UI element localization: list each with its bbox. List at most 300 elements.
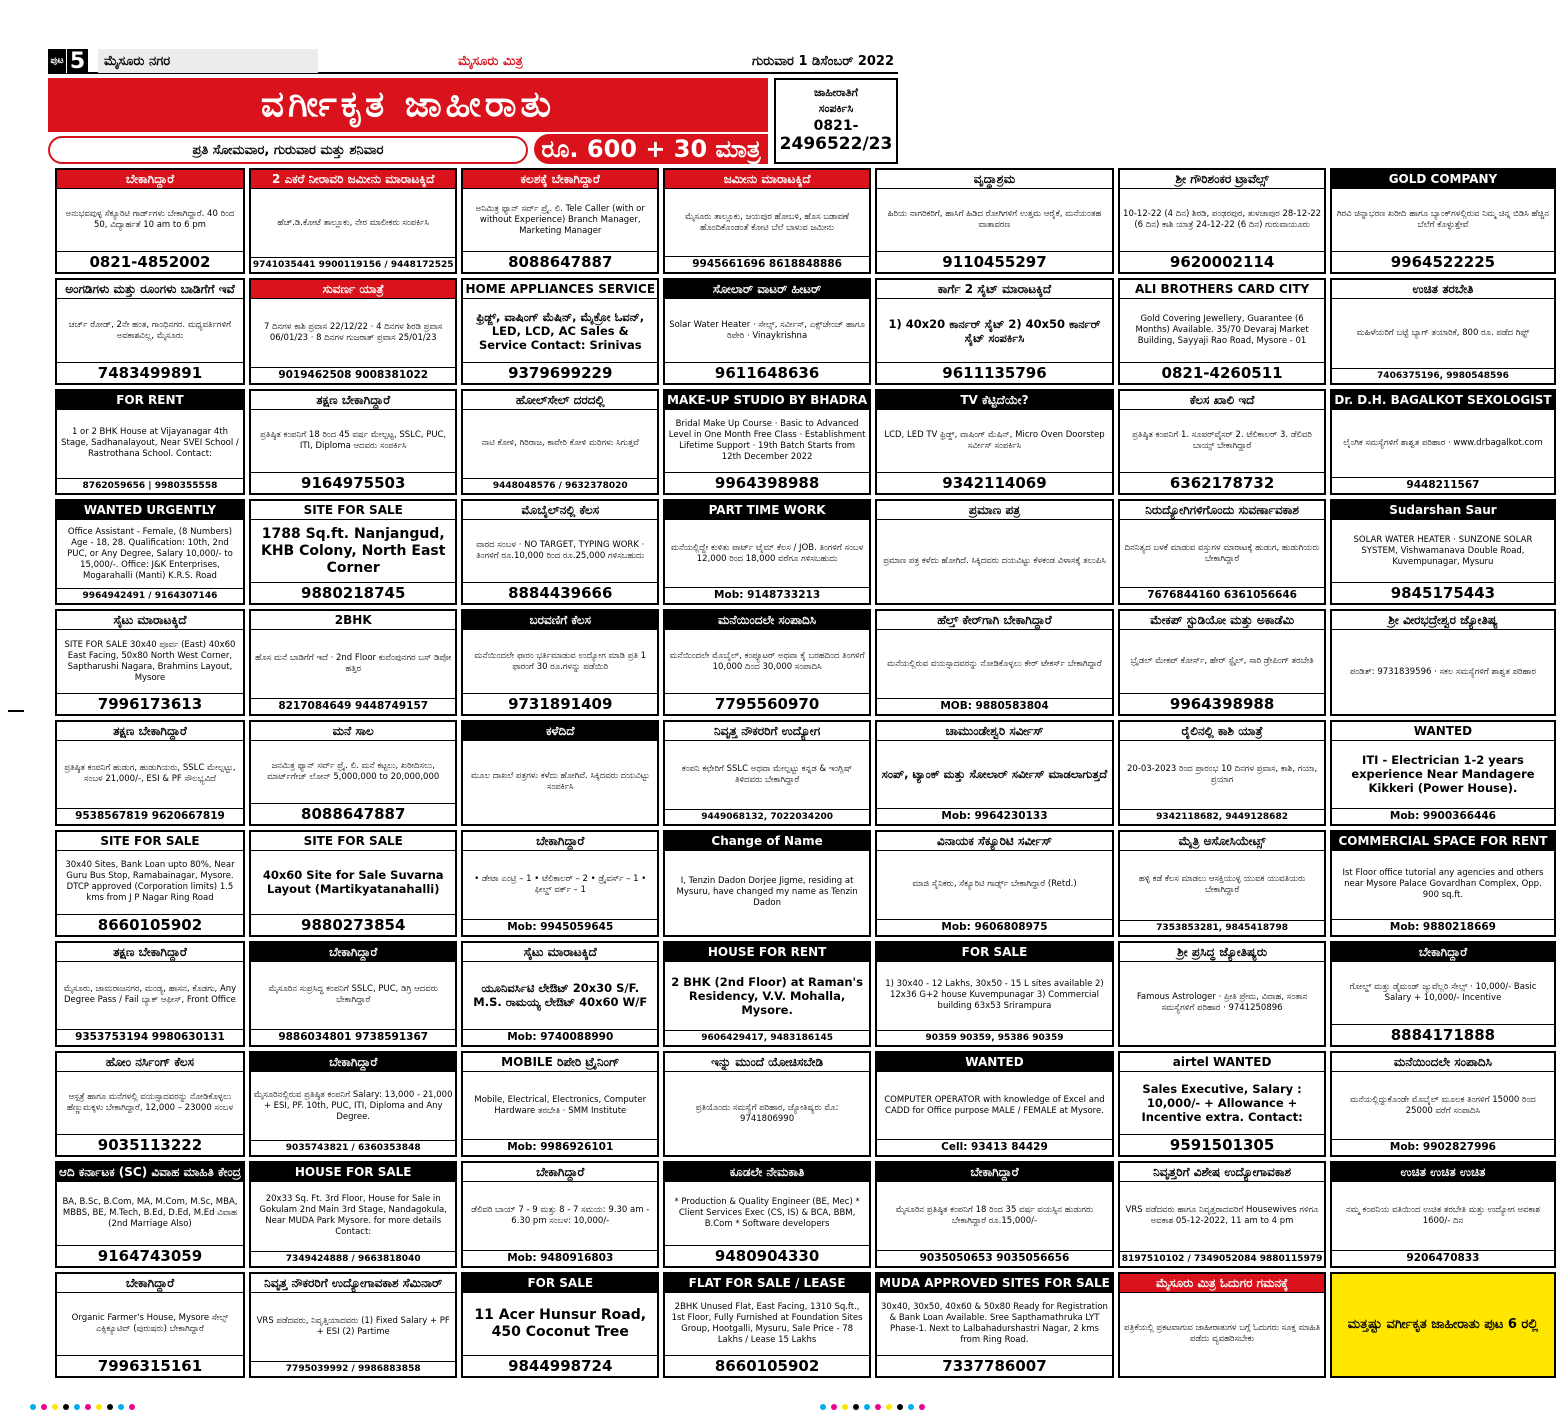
ad-phone: 7795039992 / 9986883858 <box>251 1361 456 1376</box>
classified-ad <box>461 168 659 274</box>
classified-ad <box>249 168 458 274</box>
ad-heading: ಬೇಕಾಗಿದ್ದಾರೆ <box>57 1274 243 1293</box>
ad-body: Famous Astrologer · ಪ್ರೀತಿ ಪ್ರೇಮ, ವಿವಾಹ, ಸಂತಾನ ಸಮಸ್ಯೆಗಳಿಗೆ ಪರಿಹಾರ · 9741250896 <box>1136 992 1308 1014</box>
ad-body: ವಾರದ ಸಂಬಳ · NO TARGET, TYPING WORK · ತಿಂಗಳಿಗೆ ರೂ.10,000 ರಿಂದ ರೂ.25,000 ಗಳಿಸಬಹುದು <box>476 540 645 562</box>
registration-dot <box>831 1404 837 1410</box>
classified-ad <box>55 830 245 936</box>
classified-ad <box>1330 1272 1555 1378</box>
ad-body: ಮೈಸೂರಿನಲ್ಲಿರುವ ಪ್ರತಿಷ್ಠಿತ ಕಂಪನಿಗೆ Salary: 13,000 - 21,000 + ESI, PF. 10th, PUC, ITI, Diploma and Any Degree. <box>253 1089 453 1122</box>
registration-dot <box>908 1404 914 1410</box>
ad-phone: 9880218745 <box>251 582 456 603</box>
ad-body: 2 BHK (2nd Floor) at Raman's Residency, V.V. Mohalla, Mysore. <box>671 974 863 1017</box>
ad-heading: MUDA APPROVED SITES FOR SALE <box>877 1274 1112 1293</box>
classified-ad <box>1118 1051 1327 1157</box>
ad-phone: 9449068132, 7022034200 <box>665 809 869 824</box>
classified-ad <box>461 720 659 826</box>
ad-heading: ತಕ್ಷಣ ಬೇಕಾಗಿದ್ದಾರೆ <box>251 391 456 410</box>
classified-ad <box>1330 941 1555 1047</box>
ad-body: 11 Acer Hunsur Road, 450 Coconut Tree <box>474 1306 647 1340</box>
banner-title: ವರ್ಗೀಕೃತ ಜಾಹೀರಾತು <box>48 78 768 132</box>
classified-ad <box>663 609 871 715</box>
ad-heading: ನಿವೃತ್ತರಿಗೆ ವಿಶೇಷ ಉದ್ಯೋಗಾವಕಾಶ <box>1120 1163 1325 1182</box>
ad-heading: ಬೇಕಾಗಿದ್ದಾರೆ <box>877 1163 1112 1182</box>
ad-body: ಪಂಡಿತ್: 9731839596 · ಸಕಲ ಸಮಸ್ಯೆಗಳಿಗೆ ಶಾಶ್ವತ ಪರಿಹಾರ <box>1349 666 1536 677</box>
ad-body: ಅನಿಮಿತ್ರ ಫ್ಯಾನ್ ಸರ್ವ್‌ ಪ್ರೈ. ಲಿ. Tele Caller (with or without Experience) Branch Manager, Marketing Manager <box>475 203 645 236</box>
ad-phone: Cell: 93413 84429 <box>877 1139 1112 1155</box>
ad-body: ಮೈಸೂರು, ಚಾಮರಾಜನಗರ, ಮಂಡ್ಯ, ಹಾಸನ, ಕೊಡಗು, Any Degree Pass / Fail ಬ್ಯಾಕ್ ಆಫೀಸ್, Front Office <box>63 984 237 1006</box>
ad-heading: SITE FOR SALE <box>251 832 456 851</box>
classified-ad <box>461 278 659 384</box>
ad-body: ಮಹಿಳೆಯರಿಗೆ ಬಟ್ಟೆ ಬ್ಯಾಗ್ ತಯಾರಿಕೆ, 800 ರೂ. ಪಡೆದ ಗಿಫ್ಟ್ <box>1356 328 1530 339</box>
registration-dot <box>96 1404 102 1410</box>
ad-heading: airtel WANTED <box>1120 1053 1325 1072</box>
ad-body: ಹಳ್ಳಿ ಕಡೆ ಕೆಲಸ ಮಾಡಲು ಆಸಕ್ತಿಯುಳ್ಳ ಯುವಕ ಯುವತಿಯರು ಬೇಕಾಗಿದ್ದಾರೆ <box>1138 874 1306 896</box>
ad-body: ಮತ್ತಷ್ಟು ವರ್ಗೀಕೃತ ಜಾಹೀರಾತು ಪುಟ 6 ರಲ್ಲಿ <box>1347 1316 1539 1332</box>
classified-ad <box>1330 389 1555 495</box>
ad-heading: ವೃದ್ಧಾಶ್ರಮ <box>877 170 1112 189</box>
classified-ad <box>1330 830 1555 936</box>
ad-heading: 2BHK <box>251 611 456 630</box>
registration-dot <box>63 1404 69 1410</box>
ad-phone: 8762059656 | 9980355558 <box>57 478 243 493</box>
ad-body: ಬ್ರೈಡಲ್ ಮೇಕಪ್ ಕೋರ್ಸ್, ಹೇರ್ ಸ್ಟೈಲ್, ಸಾರಿ ಡ್ರೇಪಿಂಗ್ ತರಬೇತಿ <box>1130 656 1314 667</box>
ad-body: ಪ್ರತಿಯೊಂದು ಸಮಸ್ಯೆಗೆ ಪರಿಹಾರ, ಜ್ಯೋತಿಷ್ಯರು ಮೊ: 9741806990 <box>695 1102 839 1124</box>
ad-body: ಫ್ರಿಡ್ಜ್, ವಾಷಿಂಗ್ ಮೆಷಿನ್, ಮೈಕ್ರೋ ಓವನ್, LED, LCD, AC Sales & Service Contact: Srinivas <box>476 309 645 352</box>
registration-dot <box>853 1404 859 1410</box>
ad-body: 10-12-22 (4 ದಿನ) ಶಿರಡಿ, ಪಂಢರಪುರ, ತುಳಜಾಪುರ 28-12-22 (6 ದಿನ) ಕಾಶಿ ಯಾತ್ರೆ 24-12-22 (6 ದಿನ) ಗುರುವಾಯೂರು <box>1123 209 1322 231</box>
ad-phone: 9964942491 / 9164307146 <box>57 588 243 603</box>
classified-ad <box>663 499 871 605</box>
ad-body: ಮಾಜಿ ಸೈನಿಕರು, ಸೆಕ್ಯೂರಿಟಿ ಗಾರ್ಡ್ಸ್ ಬೇಕಾಗಿದ್ದಾರೆ (Retd.) <box>912 879 1077 890</box>
classified-ad <box>663 389 871 495</box>
classified-ad <box>663 720 871 826</box>
registration-dot <box>919 1404 925 1410</box>
page-number: 5 <box>66 49 88 73</box>
ad-body: 30x40 Sites, Bank Loan upto 80%, Near Guru Bus Stop, Ramabainagar, Mysore. DTCP approved (Corporation limits) 1.5 kms from J P Nagar Ring Road <box>65 860 235 904</box>
ad-phone: 9731891409 <box>463 693 657 714</box>
ad-body: 1) 40x20 ಕಾರ್ನರ್ ಸೈಟ್ 2) 40x50 ಕಾರ್ನರ್ ಸೈಟ್ ಸಂಪರ್ಕಿಸಿ <box>888 316 1101 345</box>
classified-ad <box>55 168 245 274</box>
ad-heading: SITE FOR SALE <box>251 501 456 520</box>
contact-line-1: ಜಾಹೀರಾತಿಗೆ <box>814 86 858 99</box>
ad-phone: 90359 90359, 95386 90359 <box>877 1030 1112 1045</box>
registration-dot <box>864 1404 870 1410</box>
ad-body: Ist Floor office tutorial any agencies and others near Mysore Palace Govardhan Complex, Opp. 900 sq.ft. <box>1342 868 1544 901</box>
ad-phone: Mob: 9606808975 <box>877 919 1112 935</box>
ad-phone: 9035113222 <box>57 1134 243 1155</box>
ad-body: ಪತ್ರಿಕೆಯಲ್ಲಿ ಪ್ರಕಟವಾಗುವ ಜಾಹೀರಾತುಗಳ ಬಗ್ಗೆ ಓದುಗರು ಸೂಕ್ತ ಮಾಹಿತಿ ಪಡೆದು ವ್ಯವಹರಿಸಬೇಕು <box>1124 1323 1321 1345</box>
ad-phone: Mob: 9880218669 <box>1332 919 1553 935</box>
classified-ad <box>875 941 1114 1047</box>
ad-body: SOLAR WATER HEATER · SUNZONE SOLAR SYSTEM, Vishwamanava Double Road, Kuvempunagar, Mysuru <box>1353 534 1533 567</box>
section-name: ಮೈಸೂರು ನಗರ <box>98 49 318 73</box>
ad-phone: 9844998724 <box>463 1355 657 1376</box>
ad-heading: 2 ಎಕರೆ ನೀರಾವರಿ ಜಮೀನು ಮಾರಾಟಕ್ಕಿದೆ <box>251 170 456 189</box>
ad-body: ಮನೆಯಿಂದಲೇ ಮೊಬೈಲ್, ಕಂಪ್ಯೂಟರ್ ಅಥವಾ ಕೈ ಬರಹದಿಂದ ತಿಂಗಳಿಗೆ 10,000 ದಿಂದ 30,000 ಸಂಪಾದಿಸಿ <box>669 650 865 672</box>
ad-body: VRS ಪಡೆದವರು ಹಾಗೂ ನಿವೃತ್ತರಾದವರಿಗೆ Housewives ಗಳಿಗೂ ಅವಕಾಶ 05-12-2022, 11 am to 4 pm <box>1125 1205 1319 1227</box>
ad-body: ಚರ್ಚ್ ರೋಡ್, 2ನೇ ಹಂತ, ಗಾಂಧಿನಗರ. ಮಧ್ಯವರ್ತಿಗಳಿಗೆ ಅವಕಾಶವಿಲ್ಲ, ಮೈಸೂರು <box>68 319 232 341</box>
ad-phone: 9342118682, 9449128682 <box>1120 809 1325 824</box>
classified-ad <box>663 168 871 274</box>
classified-ad <box>663 1161 871 1267</box>
ad-body: Office Assistant - Female, (8 Numbers) Age - 18, 28. Qualification: 10th, 2nd PUC, or Any Degree, Salary 10,000/- to 15,000/-. Office: J&K Enterprises, Mogarahalli (Manti) K.R.S. Road <box>67 526 233 581</box>
ad-body: ಹೆಚ್.ಡಿ.ಕೋಟೆ ತಾಲ್ಲೂಕು, ನೇರ ಮಾಲೀಕರು ಸಂಪರ್ಕಿಸಿ <box>277 217 429 228</box>
classified-ad <box>875 720 1114 826</box>
ad-body: • ಡೇಟಾ ಎಂಟ್ರಿ – 1 • ಟೆಲಿಕಾಲರ್ – 2 • ಡ್ರೈವರ್ಸ್ – 1 • ಫೀಲ್ಡ್ ವರ್ಕ್ – 1 <box>474 873 647 895</box>
ad-heading: ಕಲಶಕ್ಕೆ ಬೇಕಾಗಿದ್ದಾರೆ <box>463 170 657 189</box>
ad-phone: Mob: 9900366446 <box>1332 808 1553 824</box>
ad-heading: ತಕ್ಷಣ ಬೇಕಾಗಿದ್ದಾರೆ <box>57 943 243 962</box>
ad-phone: 9880273854 <box>251 914 456 935</box>
ad-phone: 9353753194 9980630131 <box>57 1029 243 1045</box>
ad-phone: 7353853281, 9845418798 <box>1120 920 1325 935</box>
classified-ad <box>875 1161 1114 1267</box>
classified-ad <box>875 1051 1114 1157</box>
ad-phone: 7996315161 <box>57 1355 243 1376</box>
ad-phone: 0821-4260511 <box>1120 362 1325 383</box>
classified-ad <box>55 499 245 605</box>
classified-ad <box>249 941 458 1047</box>
contact-phone: 2496522/23 <box>779 134 893 154</box>
ad-phone: 9886034801 9738591367 <box>251 1029 456 1045</box>
ad-heading: ಉಚಿತ ತರಬೇತಿ <box>1332 280 1553 299</box>
classified-banner <box>48 78 768 164</box>
ad-phone: Mob: 9480916803 <box>463 1250 657 1266</box>
registration-dot <box>842 1404 848 1410</box>
ad-body: ಗಿರವಿ ಚಿನ್ನಾಭರಣ ಖರೀದಿ ಹಾಗೂ ಬ್ಯಾಂಕ್‌ಗಳಲ್ಲಿರುವ ನಿಮ್ಮ ಚಿನ್ನ ಬಿಡಿಸಿ ಹೆಚ್ಚಿನ ಬೆಲೆಗೆ ಕೊಳ್ಳುತ್ತೇವೆ <box>1336 209 1549 231</box>
ad-phone: 9480904330 <box>665 1245 869 1266</box>
ad-body: ಕಂಪನಿ ಕಛೇರಿಗೆ SSLC ಅಥವಾ ಮೇಲ್ಪಟ್ಟು ಕನ್ನಡ & ಇಂಗ್ಲಿಷ್ ತಿಳಿದವರು ಬೇಕಾಗಿದ್ದಾರೆ <box>681 763 853 785</box>
ad-body: Gold Covering Jewellery, Guarantee (6 Months) Available. 35/70 Devaraj Market Building, Sayyaji Rao Road, Mysore - 01 <box>1135 314 1309 347</box>
ad-heading: ನಿವೃತ್ತ ನೌಕರರಿಗೆ ಉದ್ಯೋಗ <box>665 722 869 741</box>
masthead-logo: ಮೈಸೂರು ಮಿತ್ರ <box>458 53 523 69</box>
ad-heading: FOR SALE <box>877 943 1112 962</box>
ad-heading: ಬೇಕಾಗಿದ್ದಾರೆ <box>1332 943 1553 962</box>
ad-heading: ಹೋಂ ನರ್ಸಿಂಗ್ ಕೆಲಸ <box>57 1053 243 1072</box>
ad-heading: GOLD COMPANY <box>1332 170 1553 189</box>
ad-body: ಪ್ರತಿಷ್ಠಿತ ಕಂಪನಿಗೆ 1. ಸೂಪರ್‌ವೈಸರ್ 2. ಟೆಲಿಕಾಲರ್ 3. ಡೆಲಿವರಿ ಬಾಯ್ಸ್ ಬೇಕಾಗಿದ್ದಾರೆ <box>1132 429 1312 451</box>
ad-phone: Mob: 9986926101 <box>463 1139 657 1155</box>
classified-ad <box>875 1272 1114 1378</box>
ad-heading: SITE FOR SALE <box>57 832 243 851</box>
classified-ad <box>249 499 458 605</box>
classified-ad <box>875 499 1114 605</box>
ad-heading: ಬೇಕಾಗಿದ್ದಾರೆ <box>251 943 456 962</box>
ad-body: ಡೆಲಿವರಿ ಬಾಯ್ 7 - 9 ಮತ್ತು 8 - 7 ಸಮಯ: 9.30 am - 6.30 pm ಸಂಬಳ: 10,000/- <box>471 1204 650 1226</box>
ad-body: 1 or 2 BHK House at Vijayanagar 4th Stage, Sadhanalayout, Near SVEI School / Rastrothana School. Contact: <box>61 427 239 460</box>
dateline: ಗುರುವಾರ 1 ಡಿಸೆಂಬರ್ 2022 <box>751 53 894 69</box>
ad-body: ಮೈಸೂರು ತಾಲ್ಲೂಕು, ಜಯಪುರ ಹೋಬಳಿ, ಹೊಸ ಬಡಾವಣೆ ಹೊಂದಿಕೊಂಡಂತೆ ಕೋಟಿ ಬೆಲೆ ಬಾಳುವ ಜಮೀನು <box>685 211 850 233</box>
classified-ad <box>249 389 458 495</box>
ad-heading: ಕೆಲಸ ಖಾಲಿ ಇದೆ <box>1120 391 1325 410</box>
ad-heading: ಶ್ರೀ ಪ್ರಸಿದ್ಧ ಜ್ಯೋತಿಷ್ಯರು <box>1120 943 1325 962</box>
ad-phone: 9620002114 <box>1120 251 1325 272</box>
classified-ad <box>1330 499 1555 605</box>
ad-heading: ಶ್ರೀ ಗೌರಿಶಂಕರ ಟ್ರಾವೆಲ್ಸ್ <box>1120 170 1325 189</box>
ad-phone: 9379699229 <box>463 362 657 383</box>
ad-phone: 0821-4852002 <box>57 251 243 272</box>
ad-heading: ಸುವರ್ಣ ಯಾತ್ರೆ <box>251 280 456 299</box>
classified-ad <box>461 1161 659 1267</box>
classified-ad <box>1118 830 1327 936</box>
classified-ad <box>875 278 1114 384</box>
classified-ad <box>1118 941 1327 1047</box>
ad-body: 20-03-2023 ರಿಂದ ಪ್ರಾರಂಭ 10 ದಿನಗಳ ಪ್ರವಾಸ, ಕಾಶಿ, ಗಯಾ, ಪ್ರಯಾಗ <box>1126 763 1318 785</box>
ad-heading: MAKE-UP STUDIO BY BHADRA <box>665 391 869 410</box>
contact-line-3: 0821- <box>813 118 859 134</box>
ad-heading: COMMERCIAL SPACE FOR RENT <box>1332 832 1553 851</box>
ad-body: 1) 30x40 - 12 Lakhs, 30x50 - 15 L sites available 2) 12x36 G+2 house Kuvempunagar 3) Commercial building 63x53 Srirampura <box>885 979 1104 1012</box>
ad-phone: 8660105902 <box>57 914 243 935</box>
classified-ad <box>663 278 871 384</box>
ad-phone: Mob: 9148733213 <box>665 587 869 603</box>
classified-ad <box>875 830 1114 936</box>
registration-dot <box>129 1404 135 1410</box>
ad-heading: ಸೋಲಾರ್ ವಾಟರ್ ಹೀಟರ್ <box>665 280 869 299</box>
ad-heading: ಬೇಕಾಗಿದ್ದಾರೆ <box>463 1163 657 1182</box>
ad-body: Organic Farmer's House, Mysore ಸೇಲ್ಸ್ ಎಕ್ಸಿಕ್ಯೂಟಿವ್ (ಪುರುಷರು) ಬೇಕಾಗಿದ್ದಾರೆ <box>71 1312 229 1334</box>
ad-heading: ಸೈಟು ಮಾರಾಟಕ್ಕಿದೆ <box>57 611 243 630</box>
ad-phone: 8884171888 <box>1332 1024 1553 1045</box>
ad-phone: 7483499891 <box>57 362 243 383</box>
ad-heading: ಉಚಿತ ಉಚಿತ ಉಚಿತ <box>1332 1163 1553 1182</box>
ad-phone: 9538567819 9620667819 <box>57 808 243 824</box>
ad-heading: ಹೆಲ್ತ್ ಕೇರ್‌ಗಾಗಿ ಬೇಕಾಗಿದ್ದಾರೆ <box>877 611 1112 630</box>
classified-ad <box>249 1272 458 1378</box>
classified-ad <box>461 941 659 1047</box>
ad-heading: ಮೈತ್ರಿ ಅಸೋಸಿಯೇಟ್ಸ್ <box>1120 832 1325 851</box>
ad-body: ಹೊಸ ಮನೆ ಬಾಡಿಗೆಗೆ ಇದೆ · 2nd Floor ಕುವೆಂಪುನಗರ ಬಸ್ ಡಿಪೋ ಹತ್ತಿರ <box>255 653 452 675</box>
ad-phone: 9164975503 <box>251 472 456 493</box>
classified-ad <box>55 389 245 495</box>
ad-heading: ಬೇಕಾಗಿದ್ದಾರೆ <box>57 170 243 189</box>
ad-phone: 8660105902 <box>665 1355 869 1376</box>
classified-ad <box>55 941 245 1047</box>
classified-ad <box>1118 1161 1327 1267</box>
registration-dot <box>85 1404 91 1410</box>
ad-body: ಸಂಪ್, ಟ್ಯಾಂಕ್ ಮತ್ತು ಸೋಲಾರ್ ಸರ್ವೀಸ್ ಮಾಡಲಾಗುತ್ತದೆ <box>881 767 1108 782</box>
classified-ad <box>1330 720 1555 826</box>
ad-body: ITI - Electrician 1-2 years experience Near Mandagere Kikkeri (Power House). <box>1351 753 1535 796</box>
ad-heading: ಮನೆಯಿಂದಲೇ ಸಂಪಾದಿಸಿ <box>1332 1053 1553 1072</box>
ad-body: VRS ಪಡೆದವರು, ನಿವೃತ್ತಿಯಾದವರು (1) Fixed Salary + PF + ESI (2) Partime <box>256 1315 450 1337</box>
ad-phone: 7676844160 6361056646 <box>1120 587 1325 603</box>
classified-ad <box>55 1051 245 1157</box>
ad-phone: 9448211567 <box>1332 477 1553 493</box>
ad-heading: PART TIME WORK <box>665 501 869 520</box>
ad-heading: TV ಕೆಟ್ಟಿದೆಯೇ? <box>877 391 1112 410</box>
ad-heading: ಶ್ರೀ ವೀರಭದ್ರೇಶ್ವರ ಜ್ಯೋತಿಷ್ಯ <box>1332 611 1553 630</box>
ad-heading: ಮೈಸೂರು ಮಿತ್ರ ಓದುಗರ ಗಮನಕ್ಕೆ <box>1120 1274 1325 1293</box>
ad-phone: 9741035441 9900119156 / 9448172525 <box>251 257 456 272</box>
ad-body: 30x40, 30x50, 40x60 & 50x80 Ready for Registration & Bank Loan Available. Sree Sapthamathruka LYT Phase-1. Next to Lalbahadurshastri Nagar, 2 kms from Ring Road. <box>881 1301 1108 1345</box>
ad-phone: Mob: 9964230133 <box>877 808 1112 824</box>
ad-phone: 9964522225 <box>1332 251 1553 272</box>
ad-phone: 9164743059 <box>57 1245 243 1266</box>
ad-body: * Production & Quality Engineer (BE, Mec) * Client Services Exec (CS, IS) & BCA, BBM, B.Com * Software developers <box>674 1196 860 1229</box>
classified-ad <box>1330 278 1555 384</box>
ad-body: Solar Water Heater · ಸೇಲ್ಸ್, ಸರ್ವೀಸ್, ಎಕ್ಸ್‌ಚೇಂಜ್ ಹಾಗೂ ರಿಪೇರಿ · Vinaykrishna <box>669 319 865 341</box>
ad-body: ನಾಟಿ ಕೋಳಿ, ಗಿರಿರಾಜ, ಕಾವೇರಿ ಕೋಳಿ ಮರಿಗಳು ಸಿಗುತ್ತವೆ <box>481 438 639 449</box>
ad-body: I, Tenzin Dadon Dorjee Jigme, residing at Mysuru, have changed my name as Tenzin Dadon <box>676 876 858 909</box>
classified-ad <box>55 278 245 384</box>
ad-heading: ಆದಿ ಕರ್ನಾಟಕ (SC) ವಿವಾಹ ಮಾಹಿತಿ ಕೇಂದ್ರ <box>57 1163 243 1182</box>
ad-body: ಆಸ್ಪತ್ರೆ ಹಾಗೂ ಮನೆಗಳಲ್ಲಿ ವಯಸ್ಸಾದವರನ್ನು ನೋಡಿಕೊಳ್ಳಲು ಹೆಣ್ಣುಮಕ್ಕಳು ಬೇಕಾಗಿದ್ದಾರೆ, 12,000 – 23000 ಸಂಬಳ <box>66 1092 234 1114</box>
classified-ad <box>663 1051 871 1157</box>
classified-ad <box>461 609 659 715</box>
classified-ad <box>55 1161 245 1267</box>
ad-phone: 9606429417, 9483186145 <box>665 1030 869 1045</box>
ad-body: 20x33 Sq. Ft. 3rd Floor, House for Sale in Gokulam 2nd Main 3rd Stage, Nandagokula, Near MUDA Park Mysore. for more details Contact: <box>259 1194 447 1238</box>
ad-heading: ಜಮೀನು ಮಾರಾಟಕ್ಕಿದೆ <box>665 170 869 189</box>
classified-ad <box>249 278 458 384</box>
ad-phone: Mob: 9902827996 <box>1332 1139 1553 1155</box>
ad-phone: 9964398988 <box>665 472 869 493</box>
ad-heading: ಕೂಡಲೇ ನೇಮಕಾತಿ <box>665 1163 869 1182</box>
contact-line-2: ಸಂಪರ್ಕಿಸಿ <box>818 102 854 115</box>
ad-heading: HOUSE FOR RENT <box>665 943 869 962</box>
ad-heading: ಪ್ರಮಾಣ ಪತ್ರ <box>877 501 1112 520</box>
ad-heading: WANTED <box>1332 722 1553 741</box>
ad-heading: Sudarshan Saur <box>1332 501 1553 520</box>
ad-phone: MOB: 9880583804 <box>877 698 1112 714</box>
ad-heading: ಅಂಗಡಿಗಳು ಮತ್ತು ರೂಂಗಳು ಬಾಡಿಗೆಗೆ ಇವೆ <box>57 280 243 299</box>
ad-body: ನಮ್ಮ ಕಂಪನಿಯ ವತಿಯಿಂದ ಉಚಿತ ತರಬೇತಿ ಮತ್ತು ಉದ್ಯೋಗ ಅವಕಾಶ 1600/- ದಿನ <box>1345 1204 1541 1226</box>
classified-ad <box>663 830 871 936</box>
classified-ad <box>1330 609 1555 715</box>
registration-marks-left <box>30 1404 135 1410</box>
registration-dot <box>107 1404 113 1410</box>
fold-mark <box>8 710 24 712</box>
ad-heading: ಇನ್ನು ಮುಂದೆ ಯೋಚಿಸಬೇಡಿ <box>665 1053 869 1072</box>
registration-dot <box>875 1404 881 1410</box>
registration-dot <box>820 1404 826 1410</box>
ad-phone: 9035050653 9035056656 <box>877 1250 1112 1266</box>
ad-phone: 9110455297 <box>877 251 1112 272</box>
ad-body: ಮೈಸೂರಿನ ಸುಪ್ರಸಿದ್ಧ ಕಂಪನಿಗೆ SSLC, PUC, ಡಿಗ್ರಿ ಆದವರು ಬೇಕಾಗಿದ್ದಾರೆ <box>268 984 438 1006</box>
ad-phone: 9945661696 8618848886 <box>665 256 869 272</box>
classified-ad <box>249 720 458 826</box>
ad-phone: 8217084649 9448749157 <box>251 698 456 714</box>
ad-body: ಜನಮಿತ್ರ ಫ್ಯಾನ್ ಸರ್ವ್‌ ಪ್ರೈ. ಲಿ. ಮನೆ ಕಟ್ಟಲು, ಖರೀದಿಸಲು, ಮಾರ್ಟ್‌ಗೇಜ್ ಲೋನ್ 5,000,000 to 20,000,000 <box>267 760 440 782</box>
ad-body: ಲೈಂಗಿಕ ಸಮಸ್ಯೆಗಳಿಗೆ ಶಾಶ್ವತ ಪರಿಹಾರ · www.drbagalkot.com <box>1343 437 1543 448</box>
ad-phone: 9035743821 / 6360353848 <box>251 1140 456 1155</box>
ad-body: Sales Executive, Salary : 10,000/- + Allowance + Incentive extra. Contact: <box>1141 1082 1303 1125</box>
ad-heading: ALI BROTHERS CARD CITY <box>1120 280 1325 299</box>
classified-ad <box>249 609 458 715</box>
classified-ad <box>55 1272 245 1378</box>
classified-ad <box>1118 168 1327 274</box>
ad-phone: 9611135796 <box>877 362 1112 383</box>
ad-heading: HOME APPLIANCES SERVICE <box>463 280 657 299</box>
classified-ad <box>1330 1051 1555 1157</box>
classified-ad <box>1118 720 1327 826</box>
ad-body: ಗೋಲ್ಡ್ ಮತ್ತು ಡೈಮಂಡ್ ಜ್ಯುವೆಲ್ಲರಿ ಸೇಲ್ಸ್ · 10,000/- Basic Salary + 10,000/- Incentive <box>1349 981 1537 1003</box>
registration-marks-right <box>820 1404 925 1410</box>
ad-heading: ಚಾಮುಂಡೇಶ್ವರಿ ಸರ್ವೀಸ್ <box>877 722 1112 741</box>
registration-dot <box>41 1404 47 1410</box>
ad-body: 1788 Sq.ft. Nanjangud, KHB Colony, North East Corner <box>260 525 446 576</box>
ad-heading: ತಕ್ಷಣ ಬೇಕಾಗಿದ್ದಾರೆ <box>57 722 243 741</box>
classified-ad <box>1118 499 1327 605</box>
registration-dot <box>30 1404 36 1410</box>
registration-dot <box>118 1404 124 1410</box>
ad-phone: 8088647887 <box>463 251 657 272</box>
classified-ad <box>461 830 659 936</box>
classified-ad <box>461 1051 659 1157</box>
classified-ad <box>1330 168 1555 274</box>
ad-body: 40x60 Site for Sale Suvarna Layout (Martikyatanahalli) <box>262 868 444 897</box>
ad-heading: WANTED URGENTLY <box>57 501 243 520</box>
classified-ad <box>249 1161 458 1267</box>
ad-body: COMPUTER OPERATOR with knowledge of Excel and CADD for Office purpose MALE / FEMALE at Mysore. <box>884 1094 1105 1116</box>
ad-body: ಹಿರಿಯ ನಾಗರಿಕರಿಗೆ, ಹಾಸಿಗೆ ಹಿಡಿದ ರೋಗಿಗಳಿಗೆ ಉತ್ತಮ ಆರೈಕೆ, ಮನೆಯಂತಹ ವಾತಾವರಣ <box>887 209 1102 231</box>
ad-phone: 9845175443 <box>1332 582 1553 603</box>
banner-subtitle: ಪ್ರತಿ ಸೋಮವಾರ, ಗುರುವಾರ ಮತ್ತು ಶನಿವಾರ <box>48 136 528 164</box>
ad-heading: ವಿನಾಯಕ ಸೆಕ್ಯೂರಿಟಿ ಸರ್ವೀಸ್ <box>877 832 1112 851</box>
registration-dot <box>886 1404 892 1410</box>
ad-heading: FLAT FOR SALE / LEASE <box>665 1274 869 1293</box>
ad-heading: Change of Name <box>665 832 869 851</box>
registration-dot <box>897 1404 903 1410</box>
classified-ad <box>249 1051 458 1157</box>
ad-body: ಮನೆಯಲ್ಲಿರುವ ವಯಸ್ಸಾದವರನ್ನು ನೋಡಿಕೊಳ್ಳಲು ಕೇರ್ ಟೇಕರ್ಸ್ ಬೇಕಾಗಿದ್ದಾರೆ <box>887 658 1102 669</box>
classified-ad <box>461 1272 659 1378</box>
classified-ad <box>461 499 659 605</box>
ad-heading: ಮನೆ ಸಾಲ <box>251 722 456 741</box>
ad-body: ಪ್ರತಿಷ್ಠಿತ ಕಂಪನಿಗೆ 18 ರಿಂದ 45 ವರ್ಷ ಮೇಲ್ಪಟ್ಟ, SSLC, PUC, ITI, Diploma ಆದವರು ಸಂಪರ್ಕಿಸಿ <box>260 429 447 451</box>
ad-heading: ಮನೆಯಿಂದಲೇ ಸಂಪಾದಿಸಿ <box>665 611 869 630</box>
ad-body: LCD, LED TV ಫ್ರಿಡ್ಜ್, ವಾಷಿಂಗ್ ಮೆಷಿನ್, Micro Oven Doorstep ಸರ್ವೀಸ್ ಸಂಪರ್ಕಿಸಿ <box>884 429 1105 451</box>
classified-ads-grid <box>55 168 1552 1378</box>
classified-ad <box>1118 389 1327 495</box>
ad-heading: ಬೇಕಾಗಿದ್ದಾರೆ <box>251 1053 456 1072</box>
ad-phone: 8088647887 <box>251 803 456 824</box>
ad-body: ಯೂನಿವರ್ಸಿಟಿ ಲೇಔಟ್ 20x30 S/F. M.S. ರಾಮಯ್ಯ ಲೇಔಟ್ 40x60 W/F <box>473 981 648 1010</box>
registration-dot <box>52 1404 58 1410</box>
ad-body: ದಿನನಿತ್ಯದ ಬಳಕೆ ಮಾಡುವ ವಸ್ತುಗಳ ಮಾರಾಟಕ್ಕೆ ಹುಡುಗ, ಹುಡುಗಿಯರು ಬೇಕಾಗಿದ್ದಾರೆ <box>1124 542 1320 564</box>
ad-body: ಪ್ರತಿಷ್ಠಿತ ಕಂಪನಿಗೆ ಹುಡುಗ, ಹುಡುಗಿಯರು, SSLC ಮೇಲ್ಪಟ್ಟು, ಸಂಬಳ 21,000/-, ESI & PF ಸೌಲಭ್ಯವಿದೆ <box>64 763 236 785</box>
ad-heading: MOBILE ರಿಪೇರಿ ಟ್ರೈನಿಂಗ್ <box>463 1053 657 1072</box>
ad-body: ಮೂಲ ದಾಖಲೆ ಪತ್ರಗಳು ಕಳೆದು ಹೋಗಿವೆ. ಸಿಕ್ಕಿದವರು ದಯವಿಟ್ಟು ಸಂಪರ್ಕಿಸಿ <box>470 771 650 793</box>
ad-heading: ನಿರುದ್ಯೋಗಿಗಳಿಗೊಂದು ಸುವರ್ಣಾವಕಾಶ <box>1120 501 1325 520</box>
classified-ad <box>663 941 871 1047</box>
ad-phone: 9342114069 <box>877 472 1112 493</box>
ad-phone: 9448048576 / 9632378020 <box>463 478 657 493</box>
ad-phone: 7337786007 <box>877 1355 1112 1376</box>
classified-ad <box>55 609 245 715</box>
classified-ad <box>875 389 1114 495</box>
ad-phone: 6362178732 <box>1120 472 1325 493</box>
classified-ad <box>875 168 1114 274</box>
classified-ad <box>1118 278 1327 384</box>
ad-body: ಮನೆಯಲ್ಲಿದ್ದುಕೊಂಡೇ ಮೊಬೈಲ್ ಮೂಲಕ ತಿಂಗಳಿಗೆ 15000 ರಿಂದ 25000 ವರೆಗೆ ಸಂಪಾದಿಸಿ <box>1350 1094 1536 1116</box>
ad-body: 2BHK Unused Flat, East Facing, 1310 Sq.ft., 1st Floor, Fully Furnished at Foundation Sites Group, Hootgalli, Mysuru, Sale Price - 78 Lakhs / Lease 15 Lakhs <box>671 1301 863 1345</box>
classified-ad <box>1118 1272 1327 1378</box>
ad-heading: FOR SALE <box>463 1274 657 1293</box>
classified-ad <box>1118 609 1327 715</box>
classified-ad <box>1330 1161 1555 1267</box>
ad-heading: ಮೊಬೈಲ್‌ನಲ್ಲಿ ಕೆಲಸ <box>463 501 657 520</box>
ad-heading: ಸೈಟು ಮಾರಾಟಕ್ಕಿದೆ <box>463 943 657 962</box>
ad-body: ಪ್ರಮಾಣ ಪತ್ರ ಕಳೆದು ಹೋಗಿದೆ. ಸಿಕ್ಕಿದವರು ದಯವಿಟ್ಟು ಕೆಳಕಂಡ ವಿಳಾಸಕ್ಕೆ ತಲುಪಿಸಿ <box>883 556 1106 567</box>
ad-body: Bridal Make Up Course · Basic to Advanced Level in One Month Free Class · Establishment Lifetime Support · 19th Batch Starts from 12th December 2022 <box>668 418 866 462</box>
ad-phone: 8197510102 / 7349052084 9880115979 <box>1120 1251 1325 1266</box>
ad-phone: 8884439666 <box>463 582 657 603</box>
ad-phone: 9206470833 <box>1332 1250 1553 1266</box>
page-label: ಪುಟ <box>48 49 66 73</box>
ad-body: SITE FOR SALE 30x40 ಪೂರ್ವ (East) 40x60 East Facing, 50x80 North West Corner, Saptharushi Nagara, Brahmins Layout, Mysore <box>64 639 236 683</box>
